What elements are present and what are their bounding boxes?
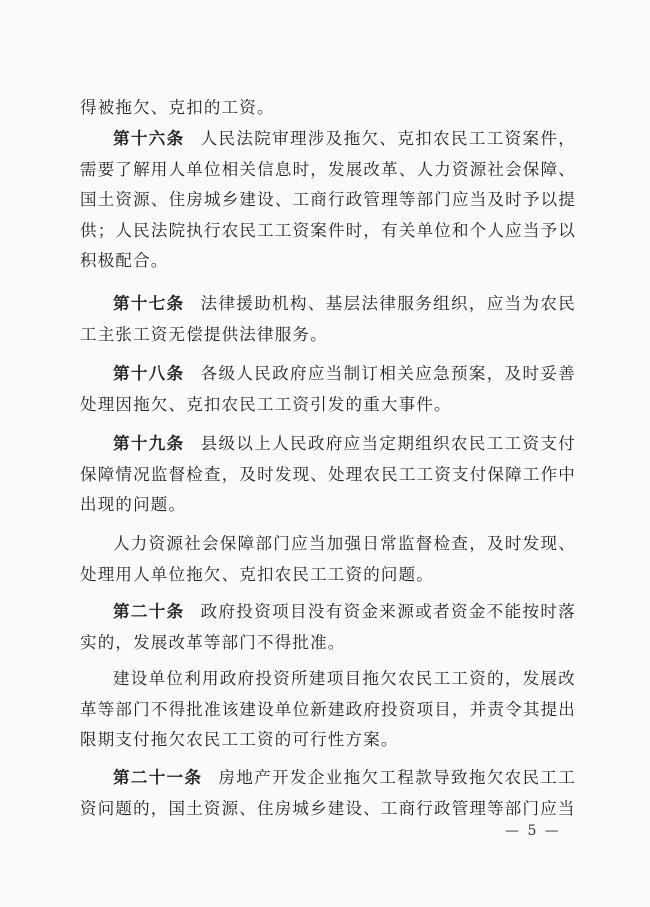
article-19 xyxy=(80,429,576,521)
article-text: 房地产开发企业拖欠工程款导致拖欠农民工工资问题的，国土资源、住房城乡建设、工商行政管理等部门应当 xyxy=(80,768,576,818)
article-number: 第二十条 xyxy=(113,602,185,621)
article-18 xyxy=(80,359,576,420)
article-number: 第十九条 xyxy=(113,434,185,453)
article-text: 县级以上人民政府应当定期组织农民工工资支付保障情况监督检查，及时发现、处理农民工工资支付保障工作中出现的问题。 xyxy=(80,434,576,515)
article-text: 人民法院审理涉及拖欠、克扣农民工工资案件，需要了解用人单位相关信息时，发展改革、人力资源社会保障、国土资源、住房城乡建设、工商行政管理等部门应当及时予以提供；人民法院执行农民工工资案件时，有关单位和个人应当予以积极配合。 xyxy=(80,129,576,271)
article-number: 第二十一条 xyxy=(113,768,203,787)
paragraph-hr-supervision xyxy=(80,529,576,590)
page-number: — 5 — xyxy=(505,823,561,839)
paragraph-text: 人力资源社会保障部门应当加强日常监督检查，及时发现、处理用人单位拖欠、克扣农民工工资的问题。 xyxy=(80,534,576,584)
article-21 xyxy=(80,763,576,824)
article-text: 各级人民政府应当制订相关应急预案，及时妥善处理因拖欠、克扣农民工工资引发的重大事件。 xyxy=(80,364,576,414)
article-17 xyxy=(80,289,576,350)
article-16 xyxy=(80,124,576,277)
article-number: 第十八条 xyxy=(113,364,185,383)
paragraph-text: 得被拖欠、克扣的工资。 xyxy=(80,98,275,117)
article-text: 法律援助机构、基层法律服务组织，应当为农民工主张工资无偿提供法律服务。 xyxy=(80,294,576,344)
paragraph-construction-unit xyxy=(80,664,576,756)
article-number: 第十六条 xyxy=(113,129,185,148)
article-number: 第十七条 xyxy=(113,294,185,313)
article-20 xyxy=(80,597,576,658)
article-text: 政府投资项目没有资金来源或者资金不能按时落实的，发展改革等部门不得批准。 xyxy=(80,602,576,652)
paragraph-text: 建设单位利用政府投资所建项目拖欠农民工工资的，发展改革等部门不得批准该建设单位新建政府投资项目，并责令其提出限期支付拖欠农民工工资的可行性方案。 xyxy=(80,669,576,750)
paragraph-continuation xyxy=(80,93,576,124)
